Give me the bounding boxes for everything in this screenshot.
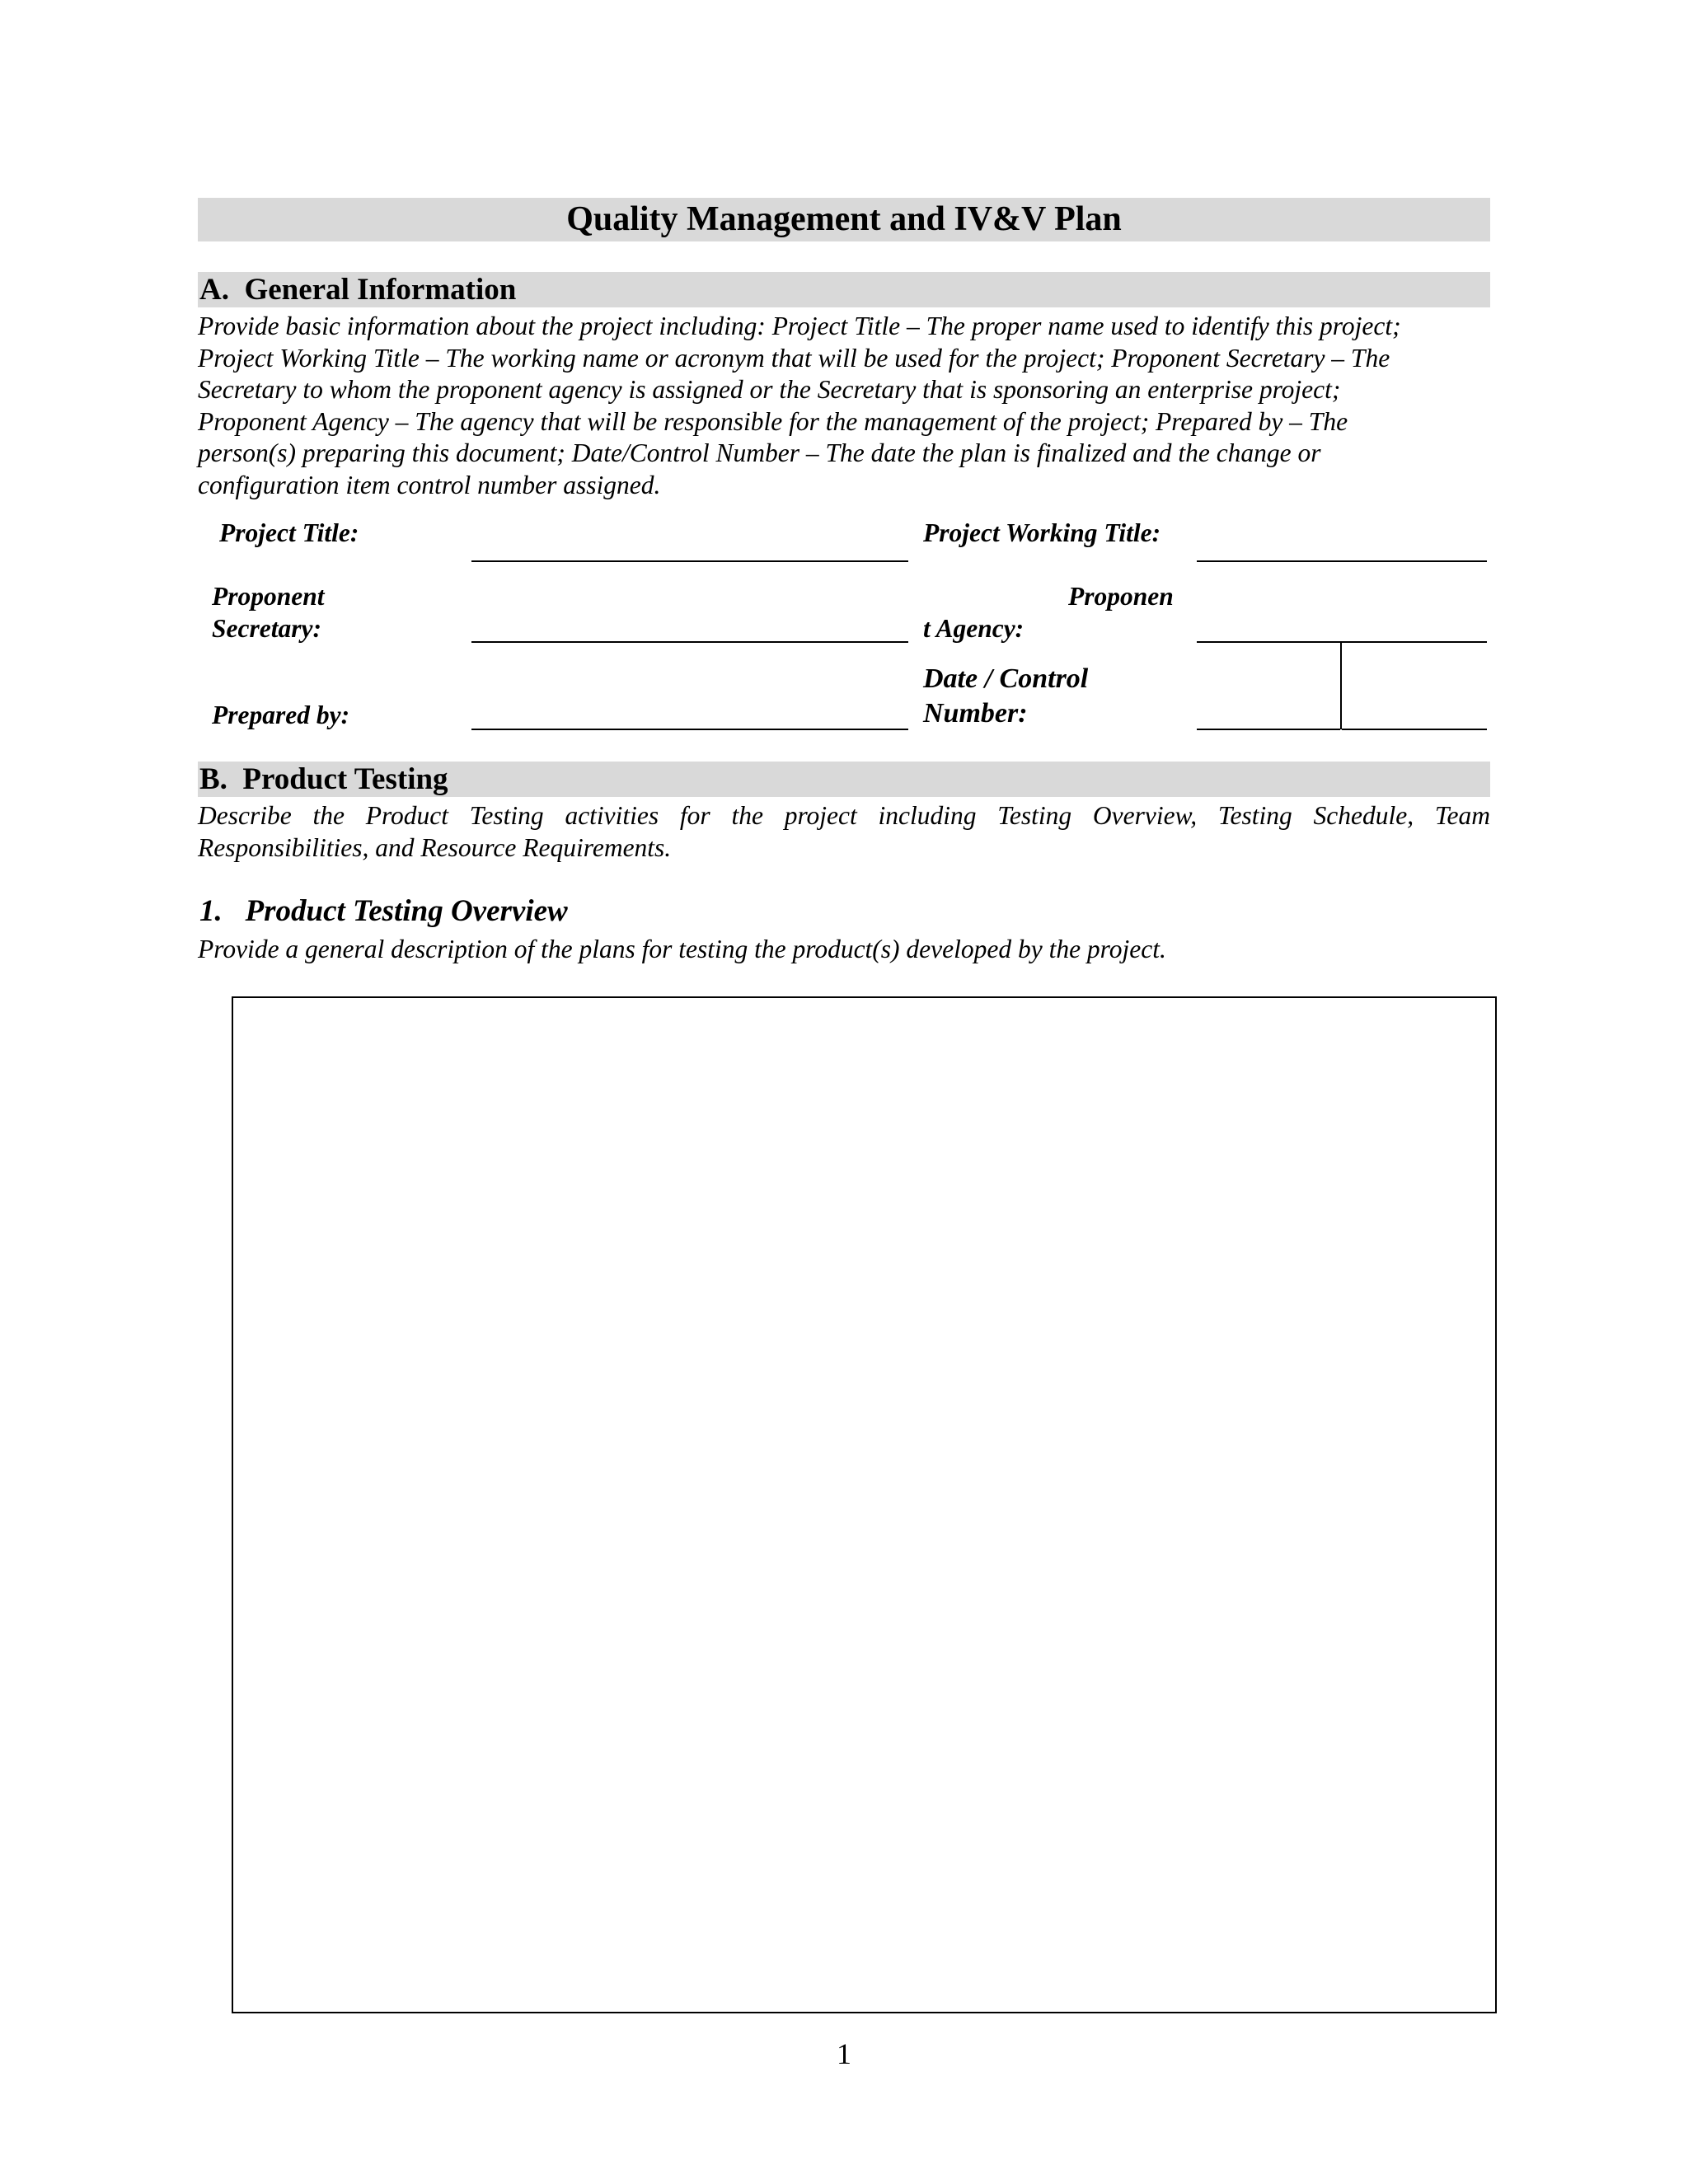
page-number: 1 <box>837 2037 851 2070</box>
proponent-secretary-field[interactable] <box>471 641 908 643</box>
proponent-secretary-label-line1: Proponent <box>212 582 325 611</box>
project-title-label: Project Title: <box>219 518 359 547</box>
proponent-agency-label-line2: t Agency: <box>923 614 1025 643</box>
instruction-line: Project Working Title – The working name or acronym that will be used for the project; Proponent Secretary – The <box>198 343 1390 373</box>
date-control-label-line1: Date / Control <box>923 663 1089 694</box>
section-b-instructions-line2: Responsibilities, and Resource Requirements. <box>198 833 672 862</box>
section-b-instructions-line1: Describe the Product Testing activities for the project including Testing Overview, Testing Schedule, Team <box>198 801 1490 830</box>
section-b-heading: B. Product Testing <box>199 762 448 796</box>
prepared-by-field[interactable] <box>471 729 908 730</box>
date-control-label-line2: Number: <box>923 698 1028 729</box>
section-a-instructions <box>198 311 1490 501</box>
subsection-1-instructions: Provide a general description of the plans for testing the product(s) developed by the project. <box>198 935 1166 963</box>
product-testing-overview-textbox[interactable] <box>232 996 1497 2013</box>
project-working-title-field[interactable] <box>1197 560 1487 562</box>
proponent-secretary-label-line2: Secretary: <box>212 614 321 643</box>
project-working-title-label: Project Working Title: <box>923 518 1161 547</box>
instruction-line: Proponent Agency – The agency that will be responsible for the management of the project; Prepared by – The <box>198 406 1348 436</box>
date-field[interactable] <box>1197 729 1340 730</box>
proponent-agency-field[interactable] <box>1197 641 1487 643</box>
instruction-line: Provide basic information about the project including: Project Title – The proper name used to identify this project; <box>198 312 1401 340</box>
document-title: Quality Management and IV&V Plan <box>566 200 1122 238</box>
instruction-line: configuration item control number assigned. <box>198 470 661 499</box>
control-number-field[interactable] <box>1342 729 1487 730</box>
proponent-agency-label-line1: Proponen <box>1068 582 1174 611</box>
project-title-field[interactable] <box>471 560 908 562</box>
section-a-heading: A. General Information <box>199 273 517 307</box>
subsection-1-heading: 1. Product Testing Overview <box>199 894 568 928</box>
instruction-line: Secretary to whom the proponent agency is assigned or the Secretary that is sponsoring an enterprise project; <box>198 375 1341 404</box>
prepared-by-label: Prepared by: <box>212 701 350 729</box>
instruction-line: person(s) preparing this document; Date/Control Number – The date the plan is finalized and the change or <box>198 438 1321 467</box>
date-control-divider <box>1340 643 1342 729</box>
